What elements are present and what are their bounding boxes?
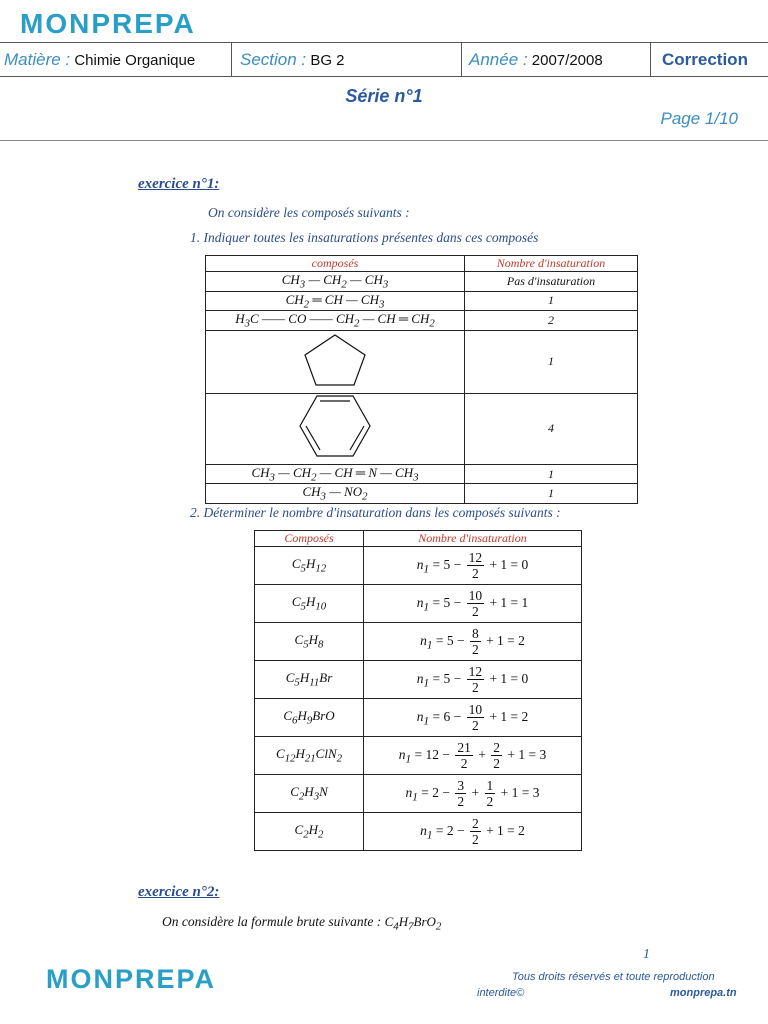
compound-cyclopentane — [206, 330, 465, 393]
year-cell — [469, 43, 603, 76]
formula-c2h2: $C_2H_2$ — [255, 813, 364, 851]
formula-c5h8: $C_5H_8$ — [255, 623, 364, 661]
equation-cell: $n_1 = 12$ − $\frac{21}{2}$ + $\frac{2}{2}$ + 1 = 3 — [364, 737, 582, 775]
monprepa-logo: MONPREPA — [20, 8, 196, 39]
exercise-1-title: exercice n°1: — [138, 176, 220, 192]
header-divider — [0, 140, 768, 141]
year-label: Année : — [469, 50, 528, 69]
col-header-compounds: composés — [206, 256, 465, 272]
equation-cell: $n_1 = 2$ − $\frac{3}{2}$ + $\frac{1}{2}$ + 1 = 3 — [364, 775, 582, 813]
col-header-count: Nombre d'insaturation — [465, 256, 638, 272]
section-cell — [240, 43, 345, 76]
compound-propene: $CH_2$ ═ CH — $CH_3$ — [206, 291, 465, 311]
formula-c5h12: $C_5H_{12}$ — [255, 547, 364, 585]
insaturation-table-2 — [254, 530, 582, 851]
section-value: BG 2 — [310, 52, 345, 69]
count-cell: 2 — [465, 311, 638, 331]
insaturation-table-1 — [205, 255, 638, 504]
col-header-compounds-2: Composés — [255, 531, 364, 547]
correction-label: Correction — [662, 50, 748, 69]
rights-line-2: interdite© — [477, 987, 525, 999]
equation-cell: $n_1 = 5$ − $\frac{10}{2}$ + 1 = 1 — [364, 585, 582, 623]
question-2: 2. Déterminer le nombre d'insaturation dans les composés suivants : — [190, 505, 561, 520]
equation-cell: $n_1 = 5$ − $\frac{12}{2}$ + 1 = 0 — [364, 547, 582, 585]
exercise-2-title: exercice n°2: — [138, 884, 220, 900]
exercise-1-intro: On considère les composés suivants : — [208, 205, 410, 220]
compound-ketone: $H_3C$ —— CO —— $CH_2$ — CH ═ $CH_2$ — [206, 311, 465, 331]
equation-cell: $n_1 = 2$ − $\frac{2}{2}$ + 1 = 2 — [364, 813, 582, 851]
count-cell: 1 — [465, 464, 638, 484]
equation-cell: $n_1 = 6$ − $\frac{10}{2}$ + 1 = 2 — [364, 699, 582, 737]
page-number: 1 — [643, 947, 650, 962]
formula-c12h21cln2: $C_{12}H_{21}ClN_2$ — [255, 737, 364, 775]
section-label: Section : — [240, 50, 307, 69]
subject-value: Chimie Organique — [74, 52, 196, 69]
count-cell: 1 — [465, 330, 638, 393]
equation-cell: $n_1 = 5$ − $\frac{12}{2}$ + 1 = 0 — [364, 661, 582, 699]
question-1: 1. Indiquer toutes les insaturations présentes dans ces composés — [190, 230, 539, 245]
exercise-2-formula: $C_4H_7BrO_2$ — [384, 914, 442, 933]
col-header-count-2: Nombre d'insaturation — [364, 531, 582, 547]
equation-cell: $n_1 = 5$ − $\frac{8}{2}$ + 1 = 2 — [364, 623, 582, 661]
rights-line-1: Tous droits réservés et toute reproduction — [512, 971, 715, 983]
formula-c2h3n: $C_2H_3N$ — [255, 775, 364, 813]
aromatic-structure — [290, 394, 380, 460]
website-link[interactable]: monprepa.tn — [670, 987, 737, 999]
count-cell: Pas d'insaturation — [465, 272, 638, 292]
page-indicator: Page 1/10 — [660, 109, 738, 128]
exercise-2-statement: On considère la formule brute suivante : — [162, 914, 382, 929]
formula-c6h9bro: $C_6H_9BrO$ — [255, 699, 364, 737]
year-value: 2007/2008 — [531, 52, 603, 69]
compound-imine: $CH_3$ — $CH_2$ — CH ═ N — $CH_3$ — [206, 464, 465, 484]
header-info-bar — [0, 42, 768, 77]
subject-label: Matière : — [4, 50, 71, 69]
count-cell: 1 — [465, 291, 638, 311]
count-cell: 1 — [465, 484, 638, 504]
subject-cell — [4, 43, 195, 76]
exercise-2-text — [162, 914, 441, 933]
count-cell: 4 — [465, 393, 638, 464]
compound-nitromethane: $CH_3$ — $NO_2$ — [206, 484, 465, 504]
formula-c5h11br: $C_5H_{11}Br$ — [255, 661, 364, 699]
formula-c5h10: $C_5H_{10}$ — [255, 585, 364, 623]
compound-aromatic — [206, 393, 465, 464]
compound-propane: $CH_3$ — $CH_2$ — $CH_3$ — [206, 272, 465, 292]
monprepa-logo-footer: MONPREPA — [46, 964, 217, 994]
series-title: Série n°1 — [345, 86, 423, 106]
cyclopentane-structure — [295, 331, 375, 389]
